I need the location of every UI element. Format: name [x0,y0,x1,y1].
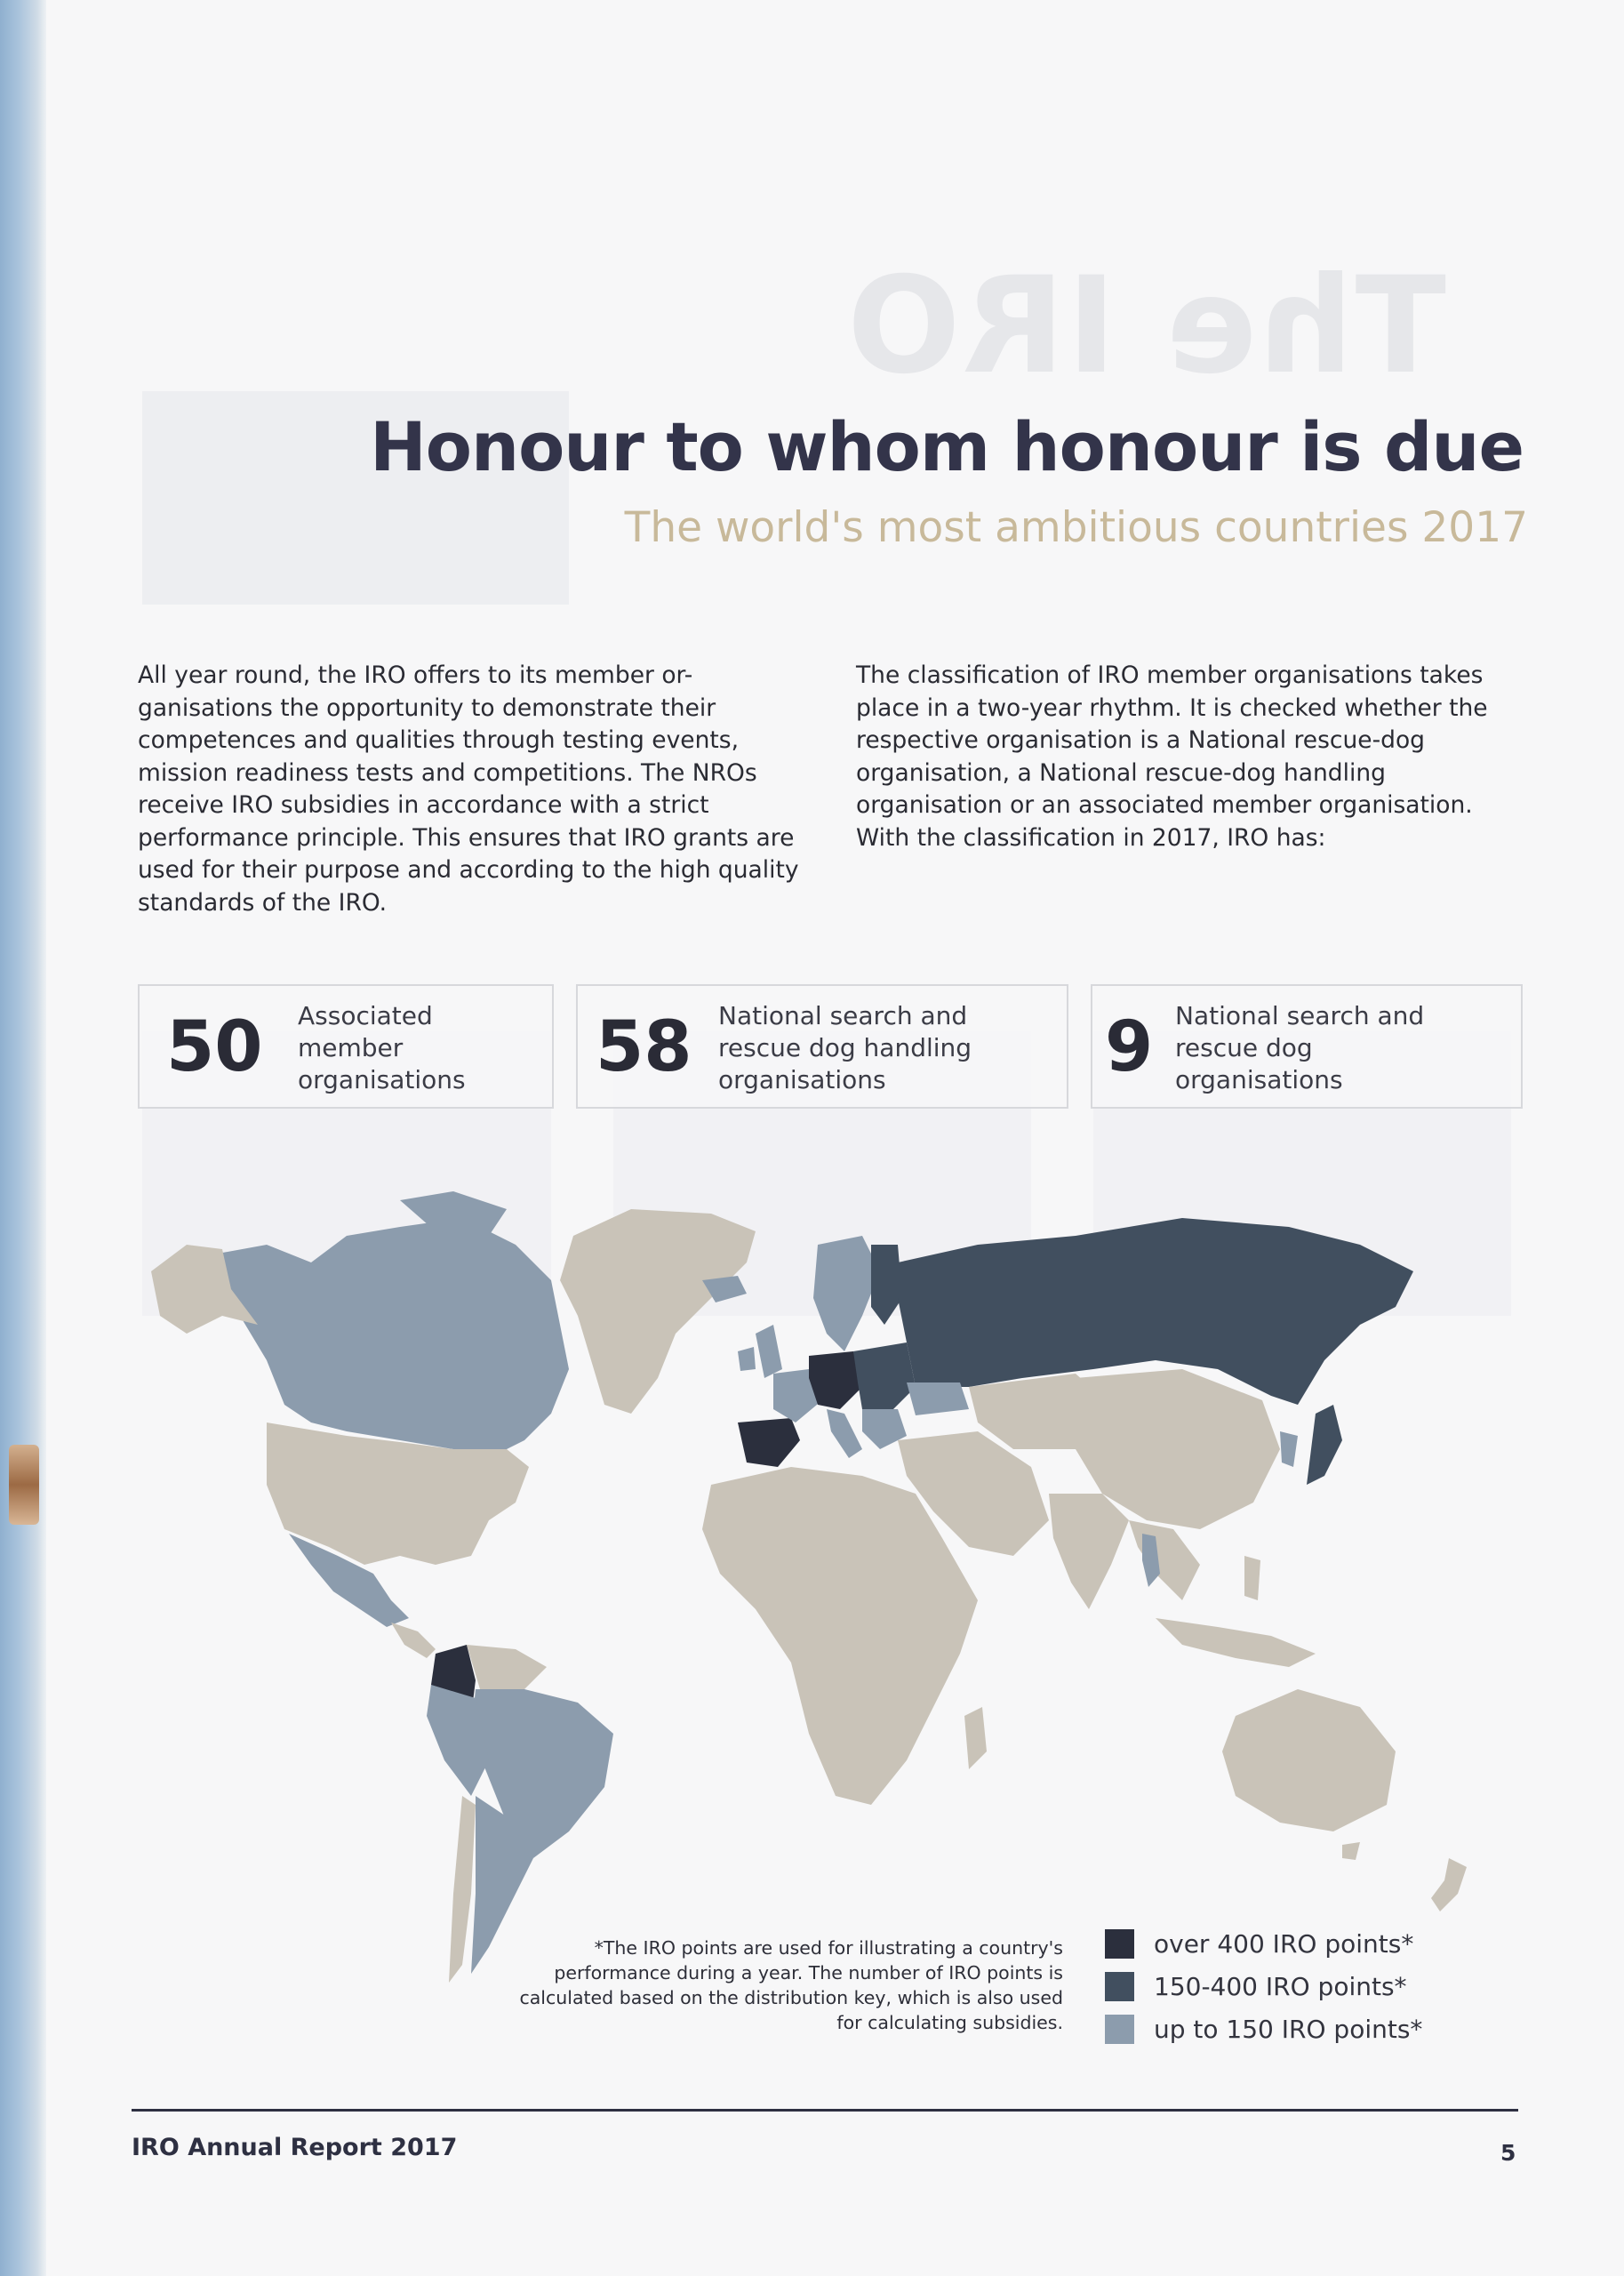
legend-item [1105,1922,1422,1965]
region-eastern-europe [853,1342,916,1414]
region-korea [1280,1431,1298,1467]
region-canada [213,1218,569,1449]
region-australia [1222,1689,1396,1831]
region-greenland [560,1209,756,1414]
legend-item [1105,1965,1422,2008]
region-spain [738,1418,800,1467]
legend-swatch [1105,1929,1134,1959]
stat-box-associated [138,984,554,1109]
footer-divider [132,2109,1518,2112]
region-venezuela [467,1645,547,1689]
region-japan [1307,1405,1342,1485]
stat-box-national [1091,984,1523,1109]
region-madagascar [964,1707,987,1769]
stat-value: 9 [1105,1007,1154,1087]
intro-right-column [856,660,1514,854]
stat-label: Associated member organisations [298,1001,466,1094]
region-new-zealand [1431,1858,1467,1911]
region-central-america [391,1623,436,1658]
region-uk [756,1325,782,1378]
legend-item [1105,2008,1422,2050]
region-italy [827,1409,862,1458]
region-africa [702,1467,978,1805]
region-scandinavia [813,1236,880,1351]
legend-label: over 400 IRO points* [1154,1928,1414,1959]
stat-value: 58 [596,1007,692,1087]
region-finland [871,1245,902,1325]
region-se-asia [1129,1520,1200,1600]
page-spine [0,0,46,2276]
map-legend [1105,1922,1422,2050]
legend-label: 150-400 IRO points* [1154,1971,1407,2001]
map-footnote: *The IRO points are used for illustrating a country's performance during a year. The number of IRO points is calculated based on the distribution key, which is also used for calculating subsidies. [519,1937,1063,2033]
legend-label: up to 150 IRO points* [1154,2014,1423,2044]
region-ukraine [907,1382,969,1415]
intro-left-column [138,660,813,919]
binding-clip [9,1445,39,1525]
stat-label: National search and rescue dog organisations [1175,1001,1425,1094]
region-ireland [738,1347,756,1371]
region-chile [449,1796,476,1983]
stat-value: 50 [166,1007,263,1087]
region-indonesia [1156,1618,1316,1667]
intro-right-lead-in: With the classification in 2017, IRO has: [856,823,1326,852]
region-central-europe [809,1351,862,1409]
region-tasmania [1342,1842,1360,1860]
page-subtitle: The world's most ambitious countries 2017 [624,503,1528,552]
intro-left-paragraph: All year round, the IRO offers to its member or-ganisations the opportunity to demonstrate their competences and qualities through testing events, mission readiness tests and competitions. The NROs receive IRO subsidies in accordance with a strict performance principle. This ensures that IRO grants are used for their purpose and according to the high quality standards of the IRO. [138,661,799,917]
region-philippines [1244,1556,1260,1600]
stat-box-handling [576,984,1068,1109]
legend-swatch [1105,2015,1134,2044]
stat-label: National search and rescue dog handling organisations [718,1001,972,1094]
page-number: 5 [1500,2140,1516,2166]
showthrough-heading: The IRO [845,249,1446,404]
legend-swatch [1105,1972,1134,2001]
region-india [1049,1494,1129,1609]
page-title: Honour to whom honour is due [370,407,1524,486]
intro-right-paragraph: The classification of IRO member organisations takes place in a two-year rhythm. It is checked whether the respective organisation is a National rescue-dog organisation, a National rescue-dog handling organisation or an associated member organisation. [856,661,1488,819]
footer-report-title: IRO Annual Report 2017 [132,2134,458,2161]
